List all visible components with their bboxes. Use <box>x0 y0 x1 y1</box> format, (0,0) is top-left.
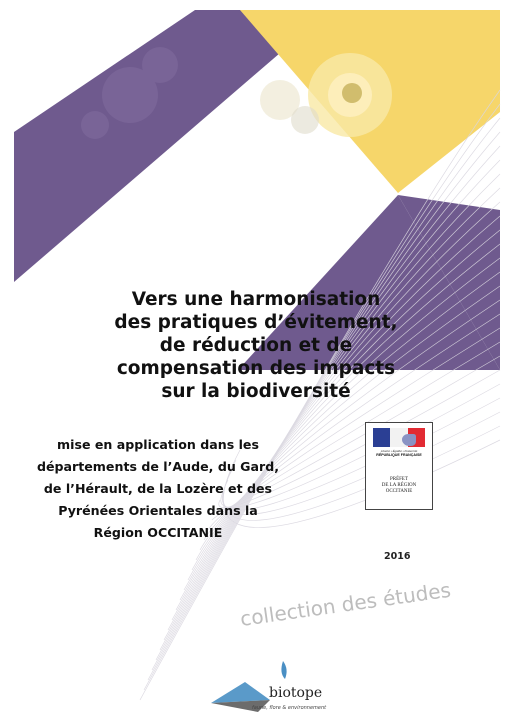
subtitle-line: mise en application dans les <box>57 437 259 452</box>
title-line: des pratiques d’évitement, <box>114 312 398 333</box>
collection-label: collection des études <box>238 577 453 631</box>
logo-leaf-icon <box>281 661 286 679</box>
biotope-tagline: faune, flore & environnement <box>252 705 327 711</box>
prefet-line: PRÉFET <box>389 477 409 482</box>
marianne-icon <box>402 434 416 446</box>
subtitle-line: Région OCCITANIE <box>93 525 223 540</box>
document-subtitle <box>0 434 316 544</box>
prefet-line: DE LA RÉGION <box>381 483 417 488</box>
publication-year: 2016 <box>384 551 411 562</box>
logo-swoosh-blue <box>211 682 270 703</box>
document-title <box>0 288 512 403</box>
republic-motto: Liberté • Égalité • Fraternité <box>380 449 418 453</box>
prefet-line: OCCITANIE <box>385 489 413 494</box>
title-line: compensation des impacts <box>116 358 396 379</box>
subtitle-line: départements de l’Aude, du Gard, <box>36 459 280 474</box>
prefet-label <box>369 477 429 495</box>
prefet-logo <box>365 422 433 510</box>
dandelion-image <box>260 53 392 137</box>
subtitle-line: Pyrénées Orientales dans la <box>58 503 258 518</box>
subtitle-line: de l’Hérault, de la Lozère et des <box>43 481 273 496</box>
republique-label: RÉPUBLIQUE FRANÇAISE <box>376 453 422 457</box>
biotope-logo-text: biotope <box>269 685 323 701</box>
french-flag-icon <box>373 428 425 447</box>
title-line: de réduction et de <box>159 335 353 356</box>
title-line: Vers une harmonisation <box>131 289 381 310</box>
title-line: sur la biodiversité <box>161 381 351 402</box>
